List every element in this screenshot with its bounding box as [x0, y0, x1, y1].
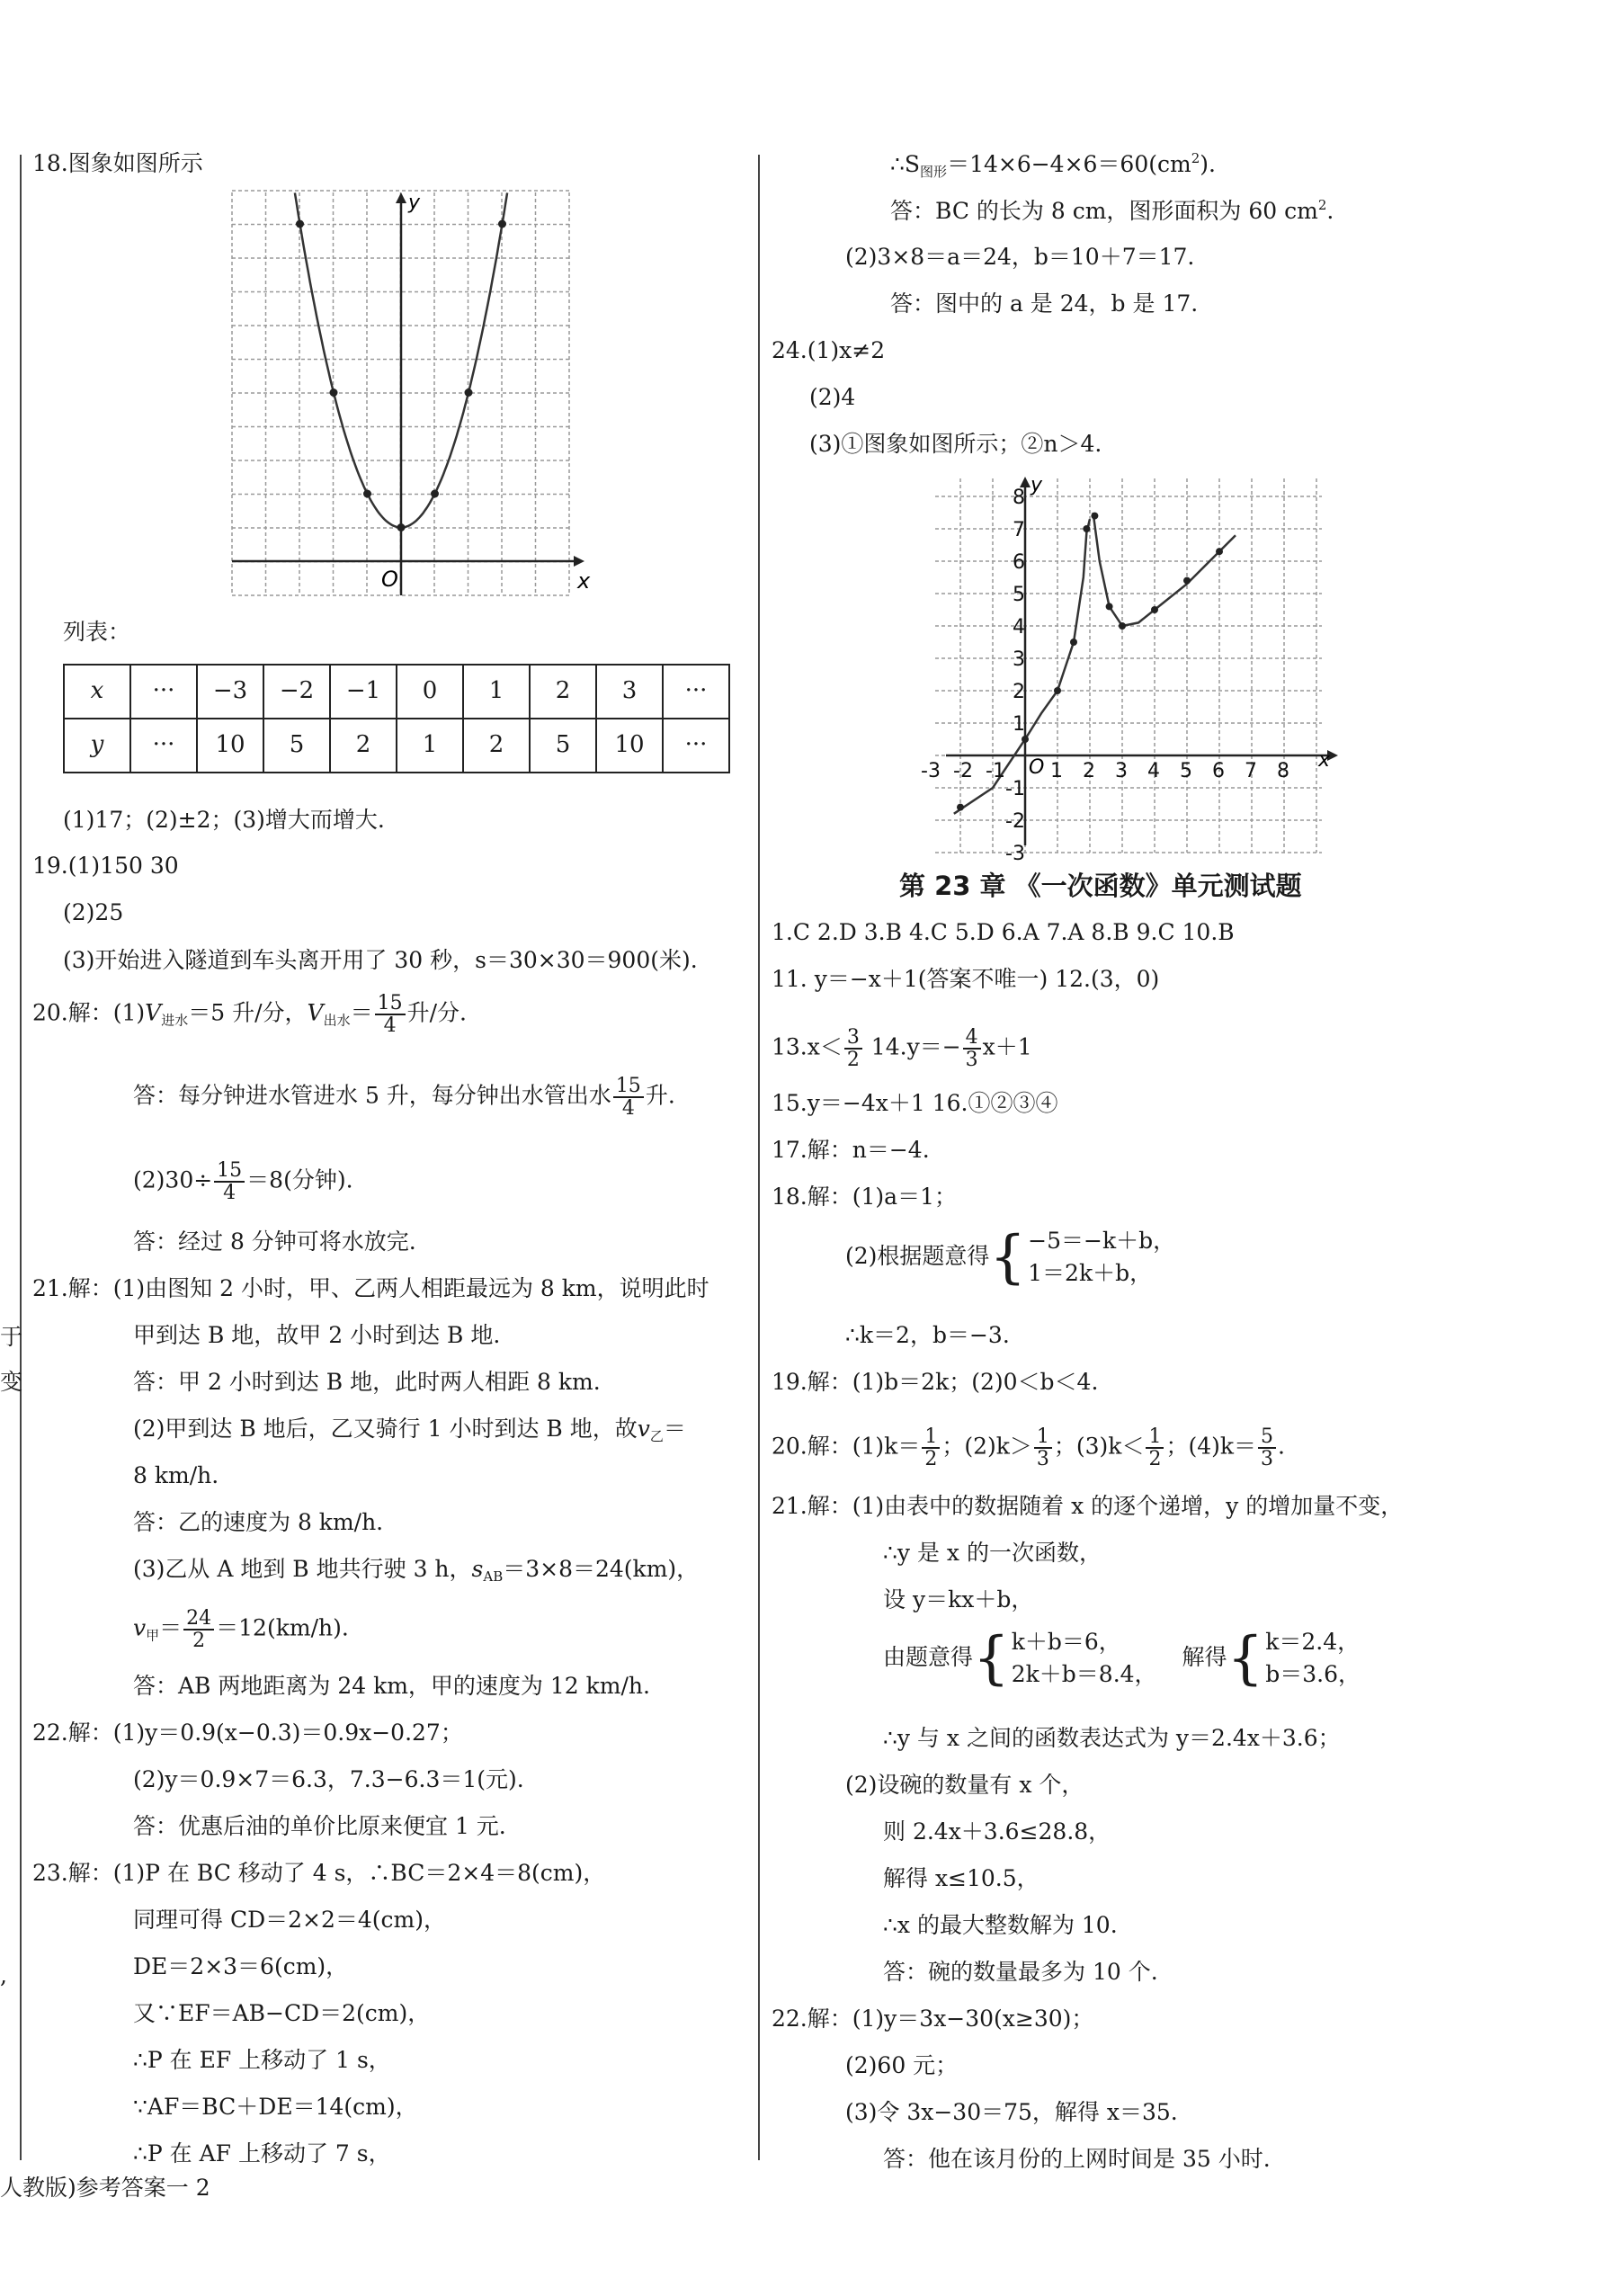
x-tick-label: 5: [1180, 760, 1192, 782]
c-q21-line6: ∴y 与 x 之间的函数表达式为 y＝2.4x＋3.6；: [883, 1725, 1341, 1751]
q24-part3: (3)①图象如图所示；②n＞4.: [809, 431, 1102, 457]
x-tick-label: 1: [1050, 760, 1063, 782]
q21-line7: (3)乙从 A 地到 B 地共行驶 3 h，$s_{AB}=3\times 8=24(km)$，: [133, 1556, 700, 1585]
q24-part1: 24.(1)x≠2: [772, 337, 886, 363]
table-cell: 1: [397, 719, 463, 773]
y-axis-arrow: [396, 192, 406, 203]
q20-answer1: 答：每分钟进水管进水 5 升，每分钟出水管出水 $\frac{15}{4}$ 升.: [133, 1075, 675, 1121]
q21-line5: 8 km/h.: [133, 1462, 219, 1488]
x-tick-label: 6: [1212, 760, 1225, 782]
r-line1: $\therefore S_{图形}=14\times 6-4\times 6=60(cm^2)$.: [890, 150, 1216, 180]
x-axis-arrow: [574, 556, 584, 567]
data-point: [363, 490, 371, 498]
table-cell: −1: [330, 665, 397, 719]
c-q13-14: 13.x＜ $\frac{3}{2}$ 14.y＝− $\frac{4}{3}$ x＋1: [772, 1026, 1032, 1072]
table-cell: ···: [663, 719, 729, 773]
q20-part1: 20.解：$(1)V_{进水}=5$ 升/分，$V_{出水}=$ $\frac{15}{4}$ 升/分.: [32, 992, 467, 1038]
table-cell: 10: [197, 719, 263, 773]
data-point: [330, 389, 338, 397]
table-cell: y: [64, 719, 130, 773]
q21-line3: 答：甲 2 小时到达 B 地，此时两人相距 8 km.: [133, 1369, 601, 1395]
table-cell: x: [64, 665, 130, 719]
y-tick-label: 1: [1013, 713, 1025, 736]
data-point: [498, 220, 506, 228]
q21-line4: (2)甲到达 B 地后，乙又骑行 1 小时到达 B 地，故$v_乙=$: [133, 1416, 686, 1444]
q23-line2: 同理可得 CD＝2×2＝4(cm)，: [133, 1907, 446, 1933]
q23-line4: 又∵EF＝AB−CD＝2(cm)，: [133, 2000, 431, 2026]
q19-part1: 19.(1)150 30: [32, 853, 179, 879]
q23-line6: ∵AF＝BC＋DE＝14(cm)，: [133, 2094, 418, 2120]
q23-line7: ∴P 在 AF 上移动了 7 s，: [133, 2140, 391, 2166]
table-cell: 5: [263, 719, 330, 773]
q22-line1: 22.解：(1)y＝0.9(x−0.3)＝0.9x−0.27；: [32, 1720, 463, 1746]
x-tick-label: 2: [1083, 760, 1095, 782]
table-cell: ···: [130, 665, 197, 719]
parabola-graph: [232, 191, 592, 606]
x-tick-label: 4: [1147, 760, 1160, 782]
value-table: [63, 664, 730, 773]
data-point: [431, 490, 439, 498]
table-row: [64, 665, 729, 719]
table-cell: ···: [663, 665, 729, 719]
c-q18-part3: ∴k＝2，b＝−3.: [845, 1322, 1010, 1348]
c-q17: 17.解：n＝−4.: [772, 1137, 930, 1163]
x-tick-label: 7: [1245, 760, 1257, 782]
r-line4: 答：图中的 a 是 24，b 是 17.: [890, 290, 1199, 317]
table-cell: ···: [130, 719, 197, 773]
table-cell: 2: [530, 665, 596, 719]
c-q20: 20.解：(1)k＝ $\frac{1}{2}$ ；(2)k＞ $\frac{1}{3}$ ；(3)k＜ $\frac{1}{2}$ ；(4)k＝ $\frac{5}{3}$ .: [772, 1425, 1285, 1471]
y-tick-label: 8: [1013, 487, 1025, 509]
x-tick-label: -1: [986, 760, 1005, 782]
x-tick-label: -2: [953, 760, 973, 782]
column-divider: [758, 155, 760, 2160]
data-point: [1183, 577, 1191, 585]
q23-line5: ∴P 在 EF 上移动了 1 s，: [133, 2047, 391, 2073]
y-axis-label: y: [408, 192, 421, 214]
data-point: [397, 523, 406, 532]
table-cell: 0: [397, 665, 463, 719]
x-tick-label: 3: [1115, 760, 1128, 782]
q21-line8: $v_甲=$ $\frac{24}{2}$ ＝12(km/h).: [133, 1607, 349, 1653]
margin-fragment: ,: [0, 1962, 7, 1988]
y-axis-label: y: [1031, 474, 1043, 496]
y-tick-label: 6: [1013, 551, 1025, 574]
data-point: [1070, 639, 1077, 646]
data-point: [1054, 687, 1061, 694]
q22-line3: 答：优惠后油的单价比原来便宜 1 元.: [133, 1813, 506, 1839]
c-q15-16: 15.y＝−4x＋1 16.①②③④: [772, 1090, 1058, 1116]
y-tick-label: -3: [1005, 843, 1025, 865]
table-cell: 5: [530, 719, 596, 773]
c-q21-line10: ∴x 的最大整数解为 10.: [883, 1912, 1118, 1938]
q21-line2: 甲到达 B 地，故甲 2 小时到达 B 地.: [133, 1322, 501, 1348]
data-point: [1216, 548, 1223, 555]
q18-heading: 18.图象如图所示: [32, 150, 203, 176]
chapter-title: 第 23 章 《一次函数》单元测试题: [899, 871, 1302, 901]
x-tick-label: 8: [1277, 760, 1289, 782]
c-q21-line11: 答：碗的数量最多为 10 个.: [883, 1959, 1158, 1985]
origin-label: O: [1029, 756, 1045, 779]
data-point: [1091, 513, 1098, 520]
q20-part2: (2)30÷ $\frac{15}{4}$ ＝8(分钟).: [133, 1159, 353, 1205]
y-tick-label: -2: [1005, 810, 1025, 833]
y-tick-label: 5: [1013, 584, 1025, 606]
y-tick-label: 4: [1013, 616, 1025, 639]
origin-label: O: [381, 567, 398, 592]
y-tick-label: 2: [1013, 681, 1025, 703]
c-q22-line1: 22.解：(1)y＝3x−30(x≥30)；: [772, 2006, 1094, 2032]
table-cell: −3: [197, 665, 263, 719]
left-margin-rule: [20, 155, 22, 2160]
table-cell: 2: [463, 719, 530, 773]
x-tick-label: -3: [921, 760, 941, 782]
table-row: [64, 719, 729, 773]
table-cell: 2: [330, 719, 397, 773]
q23-line1: 23.解：(1)P 在 BC 移动了 4 s，∴BC＝2×4＝8(cm)，: [32, 1860, 606, 1886]
page-footer: 人教版)参考答案一 2: [0, 2175, 210, 2201]
c-q11-12: 11. y＝−x＋1(答案不唯一) 12.(3，0): [772, 966, 1160, 992]
c-q22-line4: 答：他在该月份的上网时间是 35 小时.: [883, 2146, 1271, 2172]
q19-part2: (2)25: [63, 899, 124, 925]
table-cell: 10: [596, 719, 663, 773]
margin-fragment: 变: [0, 1369, 23, 1395]
c-q21-line3: 设 y＝kx＋b，: [883, 1586, 1034, 1613]
margin-fragment: 于: [0, 1324, 23, 1350]
c-q21-line4: 由题意得{k＋b＝6， 2k＋b＝8.4， 解得{k＝2.4， b＝3.6，: [883, 1625, 1361, 1693]
table-label: 列表：: [63, 619, 131, 645]
q22-line2: (2)y＝0.9×7＝6.3，7.3−6.3＝1(元).: [133, 1766, 524, 1792]
table-cell: 3: [596, 665, 663, 719]
c-q18-part2: (2)根据题意得{−5＝−k＋b， 1＝2k＋b，: [845, 1224, 1176, 1291]
data-point: [1151, 606, 1158, 613]
q21-line6: 答：乙的速度为 8 km/h.: [133, 1509, 384, 1535]
c-q21-line1: 21.解：(1)由表中的数据随着 x 的逐个递增，y 的增加量不变，: [772, 1493, 1404, 1519]
c-q21-line7: (2)设碗的数量有 x 个，: [845, 1772, 1084, 1798]
q18-answer: (1)17；(2)±2；(3)增大而增大.: [63, 807, 385, 833]
r-line2: 答：BC 的长为 8 cm，图形面积为 60 $cm^2$.: [890, 197, 1334, 224]
r-line3: (2)3×8＝a＝24，b＝10＋7＝17.: [845, 244, 1195, 270]
c-q21-line2: ∴y 是 x 的一次函数，: [883, 1540, 1102, 1566]
data-point: [1106, 603, 1113, 610]
x-axis-label: x: [577, 568, 591, 594]
table-cell: −2: [263, 665, 330, 719]
data-point: [1083, 525, 1090, 532]
data-point: [465, 389, 473, 397]
q21-line1: 21.解：(1)由图知 2 小时，甲、乙两人相距最远为 8 km，说明此时: [32, 1275, 709, 1301]
c-q18-part1: 18.解：(1)a＝1；: [772, 1184, 957, 1210]
function-graph: [921, 474, 1340, 865]
q21-line9: 答：AB 两地距离为 24 km，甲的速度为 12 km/h.: [133, 1673, 650, 1699]
q20-answer2: 答：经过 8 分钟可将水放完.: [133, 1228, 416, 1255]
data-point: [1022, 736, 1029, 743]
data-point: [296, 220, 304, 228]
y-tick-label: -1: [1005, 778, 1025, 800]
data-point: [957, 804, 964, 811]
c-q21-line9: 解得 x≤10.5，: [883, 1865, 1039, 1891]
x-axis-label: x: [1318, 749, 1331, 772]
q24-part2: (2)4: [809, 384, 856, 410]
q23-line3: DE＝2×3＝6(cm)，: [133, 1953, 349, 1979]
c-q19: 19.解：(1)b＝2k；(2)0＜b＜4.: [772, 1369, 1099, 1395]
y-tick-label: 3: [1013, 648, 1025, 671]
q19-part3: (3)开始进入隧道到车头离开用了 30 秒，s＝30×30＝900(米).: [63, 947, 698, 973]
data-point: [1119, 622, 1126, 630]
c-mc-answers: 1.C 2.D 3.B 4.C 5.D 6.A 7.A 8.B 9.C 10.B: [772, 919, 1235, 945]
c-q22-line2: (2)60 元；: [845, 2052, 959, 2078]
y-tick-label: 7: [1013, 519, 1025, 541]
c-q21-line8: 则 2.4x＋3.6≤28.8，: [883, 1818, 1111, 1845]
c-q22-line3: (3)令 3x−30＝75，解得 x＝35.: [845, 2099, 1178, 2125]
table-cell: 1: [463, 665, 530, 719]
